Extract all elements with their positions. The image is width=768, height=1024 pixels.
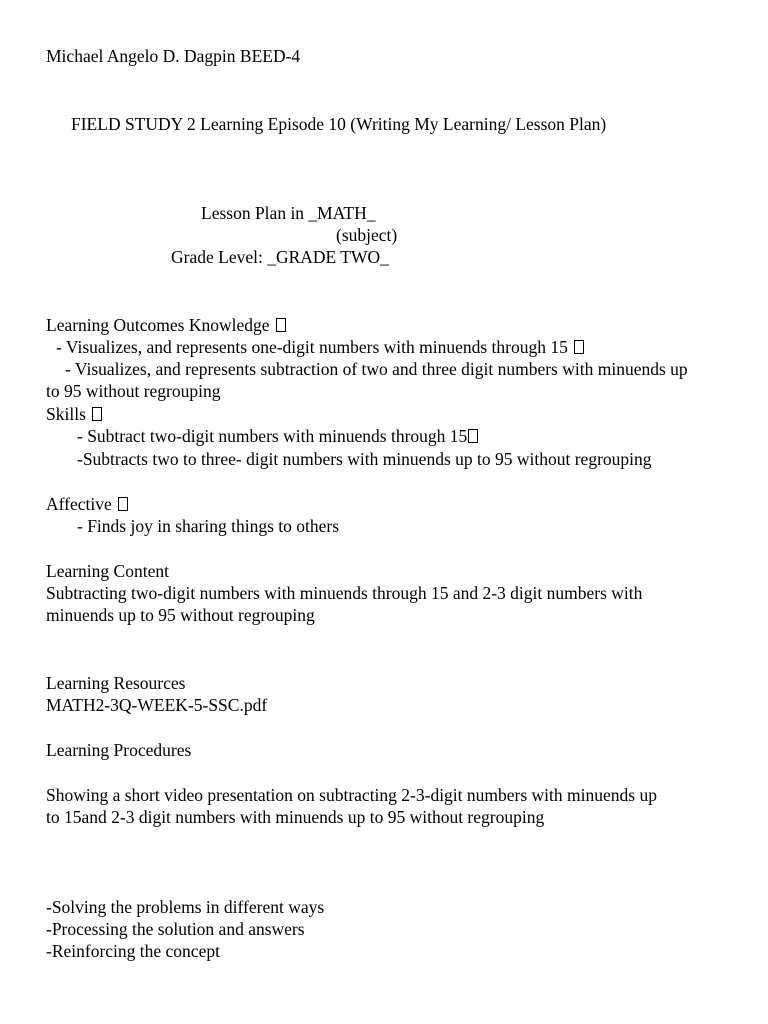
knowledge-heading [46, 314, 286, 336]
learning-resources-heading: Learning Resources [46, 673, 186, 693]
learning-resources-text: MATH2-3Q-WEEK-5-SSC.pdf [46, 695, 268, 715]
affective-heading [46, 493, 128, 515]
knowledge-item-1-text: - Visualizes, and represents one-digit numbers with minuends through 15 [56, 337, 568, 357]
checkbox-icon [468, 429, 478, 443]
procedure-item-3: -Reinforcing the concept [46, 941, 220, 961]
checkbox-icon [574, 340, 584, 354]
learning-content-text: Subtracting two-digit numbers with minuends through 15 and 2-3 digit numbers with minuends up to 95 without regrouping [46, 583, 643, 625]
grade-level: Grade Level: _GRADE TWO_ [171, 247, 389, 267]
author-line: Michael Angelo D. Dagpin BEED-4 [46, 46, 301, 66]
affective-item-1: - Finds joy in sharing things to others [77, 516, 340, 536]
affective-heading-text: Affective [46, 494, 112, 514]
learning-content-heading: Learning Content [46, 561, 169, 581]
lesson-plan-subject: Lesson Plan in _MATH_ [201, 203, 376, 223]
document-title: FIELD STUDY 2 Learning Episode 10 (Writing My Learning/ Lesson Plan) [71, 114, 607, 134]
knowledge-heading-text: Learning Outcomes Knowledge [46, 315, 270, 335]
knowledge-item-1 [56, 336, 584, 358]
procedure-item-1: -Solving the problems in different ways [46, 897, 325, 917]
skills-item-1-text: - Subtract two-digit numbers with minuends through 15 [77, 426, 468, 446]
subject-note: (subject) [336, 225, 398, 245]
learning-procedures-text: Showing a short video presentation on subtracting 2-3-digit numbers with minuends up to 15and 2-3 digit numbers with minuends up to 95 without regrouping [46, 785, 657, 827]
procedure-item-2: -Processing the solution and answers [46, 919, 305, 939]
skills-heading [46, 403, 102, 425]
skills-item-1 [77, 425, 478, 447]
checkbox-icon [118, 497, 128, 511]
learning-procedures-heading: Learning Procedures [46, 740, 192, 760]
skills-item-2: -Subtracts two to three- digit numbers with minuends up to 95 without regrouping [77, 449, 652, 469]
checkbox-icon [92, 407, 102, 421]
knowledge-item-2: - Visualizes, and represents subtraction of two and three digit numbers with minuends up to 95 without regrouping [46, 359, 688, 401]
skills-heading-text: Skills [46, 404, 86, 424]
checkbox-icon [276, 318, 286, 332]
